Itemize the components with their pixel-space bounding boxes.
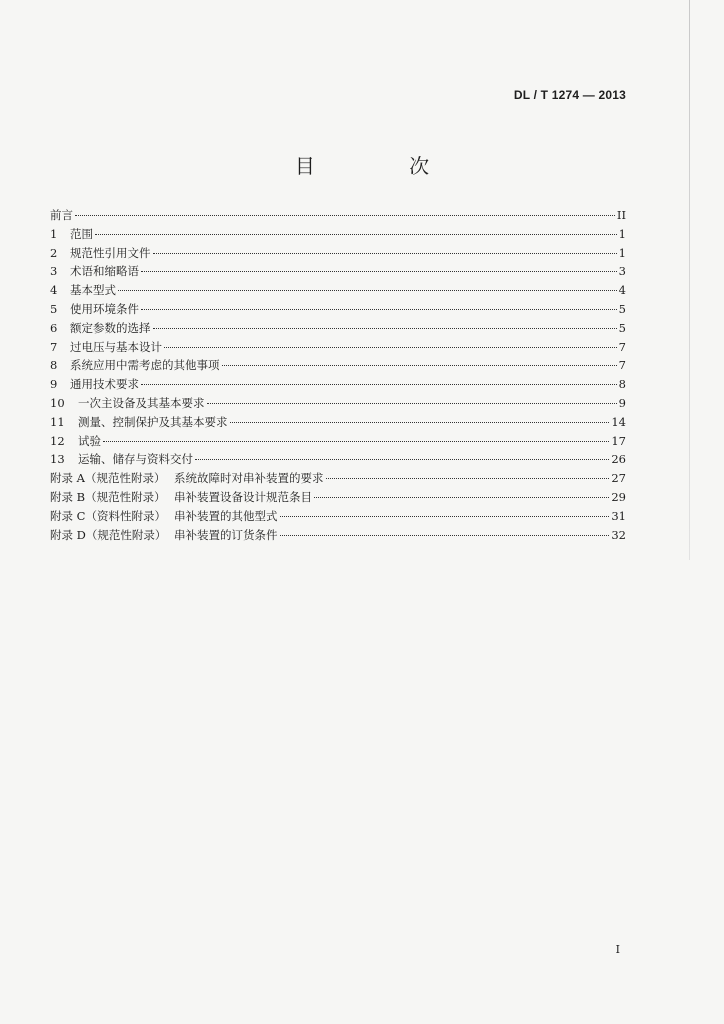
- toc-entry[interactable]: [50, 451, 626, 470]
- toc-entry-number: 附录 B（规范性附录）: [50, 489, 166, 504]
- toc-entry-page: 7: [618, 339, 626, 354]
- toc-leader-dots: [280, 535, 610, 536]
- toc-leader-dots: [141, 271, 617, 272]
- toc-entry-page: 1: [618, 226, 626, 241]
- toc-entry[interactable]: [50, 282, 626, 301]
- toc-leader-dots: [164, 347, 617, 348]
- toc-entry[interactable]: [50, 527, 626, 546]
- toc-leader-dots: [230, 422, 610, 423]
- toc-entry-number: 附录 D（规范性附录）: [50, 527, 167, 542]
- toc-entry-number: 3: [50, 264, 58, 279]
- toc-entry[interactable]: [50, 301, 626, 320]
- toc-entry-title: 范围: [70, 226, 93, 241]
- toc-entry-number: 4: [50, 283, 58, 298]
- toc-entry-page: 14: [611, 414, 626, 429]
- toc-entry-number: 8: [50, 358, 58, 373]
- toc-entry[interactable]: [50, 433, 626, 452]
- toc-entry[interactable]: [50, 245, 626, 264]
- toc-entry-number: 6: [50, 320, 58, 335]
- toc-entry-page: 5: [618, 320, 626, 335]
- page-title: 目 次: [294, 154, 474, 178]
- toc-entry[interactable]: [50, 414, 626, 433]
- toc-leader-dots: [103, 441, 609, 442]
- toc-leader-dots: [326, 478, 610, 479]
- toc-entry[interactable]: [50, 508, 626, 527]
- toc-leader-dots: [118, 290, 617, 291]
- toc-leader-dots: [95, 234, 617, 235]
- toc-leader-dots: [222, 365, 617, 366]
- toc-entry-page: 1: [618, 245, 626, 260]
- toc-leader-dots: [75, 215, 615, 216]
- toc-entry-title: 基本型式: [70, 283, 116, 298]
- toc-entry-number: 13: [50, 452, 65, 467]
- toc-entry[interactable]: [50, 489, 626, 508]
- toc-entry-number: 2: [50, 245, 58, 260]
- toc-entry-title: 运输、储存与资料交付: [78, 452, 193, 467]
- toc-entry-number: 附录 A（规范性附录）: [50, 471, 166, 486]
- toc-leader-dots: [207, 403, 617, 404]
- toc-entry-number: 1: [50, 226, 58, 241]
- toc-entry-title: 试验: [78, 433, 101, 448]
- toc-entry-number: 11: [50, 414, 65, 429]
- toc-leader-dots: [314, 497, 609, 498]
- toc-entry-title: 通用技术要求: [70, 377, 139, 392]
- toc-entry-page: 31: [611, 508, 626, 523]
- toc-entry-number: 10: [50, 395, 65, 410]
- document-code: DL / T 1274 — 2013: [513, 88, 626, 102]
- toc-entry-title: 测量、控制保护及其基本要求: [78, 414, 228, 429]
- toc-entry[interactable]: [50, 470, 626, 489]
- toc-entry-title: 串补装置的其他型式: [174, 508, 278, 523]
- toc-entry-page: 32: [611, 527, 626, 542]
- toc-leader-dots: [195, 459, 609, 460]
- toc-entry-number: 5: [50, 301, 58, 316]
- toc-entry-page: 26: [611, 452, 626, 467]
- toc-entry-page: II: [616, 208, 626, 222]
- toc-entry-page: 8: [618, 377, 626, 392]
- toc-entry-title: 前言: [50, 208, 73, 222]
- toc-entry[interactable]: [50, 357, 626, 376]
- toc-entry-page: 17: [611, 433, 626, 448]
- toc-leader-dots: [153, 328, 617, 329]
- toc-entry-page: 7: [618, 358, 626, 373]
- toc-entry-title: 串补装置设备设计规范条目: [174, 489, 312, 504]
- toc-entry-title: 一次主设备及其基本要求: [78, 395, 205, 410]
- toc-entry-number: 12: [50, 433, 65, 448]
- toc-entry-page: 3: [618, 264, 626, 279]
- toc-entry[interactable]: [50, 226, 626, 245]
- toc-entry-title: 串补装置的订货条件: [174, 527, 278, 542]
- toc-leader-dots: [141, 309, 617, 310]
- page-number: I: [615, 943, 620, 956]
- toc-entry-title: 使用环境条件: [70, 301, 139, 316]
- table-of-contents: [50, 207, 626, 545]
- toc-entry-title: 规范性引用文件: [70, 245, 151, 260]
- toc-entry-title: 系统应用中需考虑的其他事项: [70, 358, 220, 373]
- toc-entry-page: 4: [618, 283, 626, 298]
- toc-leader-dots: [141, 384, 617, 385]
- toc-entry-title: 术语和缩略语: [70, 264, 139, 279]
- toc-entry-page: 9: [618, 395, 626, 410]
- toc-entry[interactable]: [50, 207, 626, 226]
- toc-leader-dots: [280, 516, 610, 517]
- toc-leader-dots: [153, 253, 617, 254]
- toc-entry-number: 9: [50, 377, 58, 392]
- toc-entry-title: 过电压与基本设计: [70, 339, 162, 354]
- toc-entry[interactable]: [50, 376, 626, 395]
- toc-entry-title: 额定参数的选择: [70, 320, 151, 335]
- toc-entry-page: 5: [618, 301, 626, 316]
- scan-edge-line: [689, 0, 690, 560]
- toc-entry[interactable]: [50, 395, 626, 414]
- toc-entry-number: 7: [50, 339, 58, 354]
- toc-entry[interactable]: [50, 320, 626, 339]
- toc-entry-page: 29: [611, 489, 626, 504]
- toc-entry[interactable]: [50, 263, 626, 282]
- toc-entry-title: 系统故障时对串补装置的要求: [174, 471, 324, 486]
- toc-entry-number: 附录 C（资料性附录）: [50, 508, 166, 523]
- toc-entry[interactable]: [50, 339, 626, 358]
- toc-entry-page: 27: [611, 471, 626, 486]
